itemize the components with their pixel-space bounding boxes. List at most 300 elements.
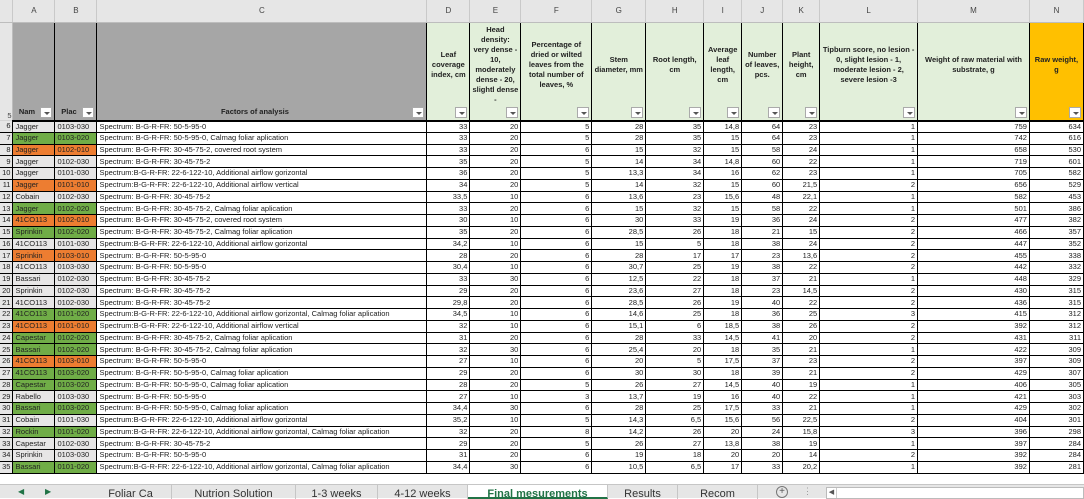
cell-num_leaves[interactable]: 41 (742, 332, 783, 344)
cell-head_density[interactable]: 20 (470, 426, 521, 438)
cell-tipburn[interactable]: 2 (820, 226, 918, 238)
cell-weight_substrate[interactable]: 431 (918, 332, 1030, 344)
cell-head_density[interactable]: 20 (470, 250, 521, 262)
cell-dried_pct[interactable]: 6 (521, 297, 592, 309)
cell-name[interactable]: 41CO113 (13, 215, 55, 227)
cell-plant_height[interactable]: 22 (783, 391, 820, 403)
cell-dried_pct[interactable]: 6 (521, 191, 592, 203)
row-number[interactable]: 35 (0, 461, 13, 473)
cell-tipburn[interactable]: 1 (820, 168, 918, 180)
cell-plant_height[interactable]: 24 (783, 144, 820, 156)
cell-raw_weight[interactable]: 281 (1029, 461, 1083, 473)
cell-name[interactable]: Bassari (13, 344, 55, 356)
cell-factors[interactable]: Spectrum: B-G-R-FR: 30-45-75-2 (97, 285, 427, 297)
column-letter-k[interactable]: K (783, 0, 820, 22)
row-number[interactable]: 22 (0, 309, 13, 321)
cell-root_length[interactable]: 22 (646, 273, 704, 285)
cell-place[interactable]: 0101-020 (55, 426, 97, 438)
cell-tipburn[interactable]: 1 (820, 273, 918, 285)
cell-leaf_coverage[interactable]: 33 (427, 132, 470, 144)
cell-name[interactable]: Sprinkin (13, 450, 55, 462)
cell-tipburn[interactable]: 1 (820, 391, 918, 403)
cell-place[interactable]: 0102-030 (55, 156, 97, 168)
cell-tipburn[interactable]: 2 (820, 285, 918, 297)
cell-tipburn[interactable]: 2 (820, 250, 918, 262)
filter-dropdown-icon[interactable] (1069, 107, 1081, 118)
cell-place[interactable]: 0102-030 (55, 273, 97, 285)
row-number[interactable]: 8 (0, 144, 13, 156)
cell-name[interactable]: Jagger (13, 144, 55, 156)
cell-num_leaves[interactable]: 64 (742, 132, 783, 144)
cell-place[interactable]: 0103-010 (55, 356, 97, 368)
cell-factors[interactable]: Spectrum: B-G-R-FR: 30-45-75-2, Calmag foliar aplication (97, 332, 427, 344)
cell-weight_substrate[interactable]: 429 (918, 403, 1030, 415)
cell-head_density[interactable]: 10 (470, 320, 521, 332)
cell-leaf_coverage[interactable]: 35 (427, 156, 470, 168)
cell-place[interactable]: 0103-020 (55, 379, 97, 391)
cell-weight_substrate[interactable]: 436 (918, 297, 1030, 309)
cell-head_density[interactable]: 30 (470, 344, 521, 356)
cell-tipburn[interactable]: 1 (820, 156, 918, 168)
cell-place[interactable]: 0102-020 (55, 344, 97, 356)
cell-head_density[interactable]: 30 (470, 403, 521, 415)
cell-raw_weight[interactable]: 382 (1029, 215, 1083, 227)
sheet-tab-recom[interactable]: Recom (678, 485, 758, 499)
cell-leaf_coverage[interactable]: 30,4 (427, 262, 470, 274)
cell-raw_weight[interactable]: 616 (1029, 132, 1083, 144)
cell-root_length[interactable]: 25 (646, 309, 704, 321)
cell-tipburn[interactable]: 1 (820, 344, 918, 356)
cell-dried_pct[interactable]: 5 (521, 179, 592, 191)
cell-stem_diameter[interactable]: 13,3 (592, 168, 646, 180)
cell-tipburn[interactable]: 2 (820, 414, 918, 426)
cell-head_density[interactable]: 10 (470, 309, 521, 321)
cell-dried_pct[interactable]: 6 (521, 367, 592, 379)
cell-num_leaves[interactable]: 37 (742, 273, 783, 285)
cell-place[interactable]: 0102-010 (55, 144, 97, 156)
cell-stem_diameter[interactable]: 28,5 (592, 226, 646, 238)
cell-dried_pct[interactable]: 6 (521, 238, 592, 250)
cell-factors[interactable]: Spectrum:B-G-R-FR: 22-6-122-10, Additional airflow gorizontal, Calmag foliar aplication (97, 426, 427, 438)
cell-leaf_coverage[interactable]: 27 (427, 391, 470, 403)
cell-place[interactable]: 0103-020 (55, 367, 97, 379)
cell-plant_height[interactable]: 22,5 (783, 414, 820, 426)
cell-stem_diameter[interactable]: 10,5 (592, 461, 646, 473)
column-letter-b[interactable]: B (55, 0, 97, 22)
cell-num_leaves[interactable]: 58 (742, 144, 783, 156)
cell-leaf_coverage[interactable]: 33,5 (427, 191, 470, 203)
cell-avg_leaf_length[interactable]: 20 (704, 426, 742, 438)
filter-dropdown-icon[interactable] (412, 107, 424, 118)
cell-name[interactable]: 41CO113 (13, 356, 55, 368)
cell-place[interactable]: 0101-010 (55, 320, 97, 332)
cell-plant_height[interactable]: 14,5 (783, 285, 820, 297)
cell-plant_height[interactable]: 15,8 (783, 426, 820, 438)
cell-dried_pct[interactable]: 6 (521, 356, 592, 368)
cell-root_length[interactable]: 32 (646, 179, 704, 191)
cell-factors[interactable]: Spectrum:B-G-R-FR: 22-6-122-10, Additional airflow gorizontal (97, 238, 427, 250)
cell-dried_pct[interactable]: 5 (521, 379, 592, 391)
cell-tipburn[interactable]: 1 (820, 144, 918, 156)
cell-leaf_coverage[interactable]: 30 (427, 215, 470, 227)
cell-plant_height[interactable]: 19 (783, 438, 820, 450)
column-letter-e[interactable]: E (470, 0, 521, 22)
cell-name[interactable]: Cobain (13, 191, 55, 203)
cell-tipburn[interactable]: 1 (820, 132, 918, 144)
cell-weight_substrate[interactable]: 392 (918, 461, 1030, 473)
cell-raw_weight[interactable]: 529 (1029, 179, 1083, 191)
horizontal-scrollbar[interactable] (826, 487, 1084, 499)
cell-stem_diameter[interactable]: 30 (592, 215, 646, 227)
cell-plant_height[interactable]: 21 (783, 403, 820, 415)
cell-name[interactable]: Capestar (13, 438, 55, 450)
cell-leaf_coverage[interactable]: 32 (427, 426, 470, 438)
cell-avg_leaf_length[interactable]: 18 (704, 344, 742, 356)
cell-name[interactable]: Cobain (13, 414, 55, 426)
cell-factors[interactable]: Spectrum: B-G-R-FR: 50-5-95-0 (97, 391, 427, 403)
cell-raw_weight[interactable]: 311 (1029, 332, 1083, 344)
sheet-tab-final-mesurements[interactable]: Final mesurements (468, 485, 608, 499)
cell-weight_substrate[interactable]: 421 (918, 391, 1030, 403)
column-letter-a[interactable]: A (13, 0, 55, 22)
cell-head_density[interactable]: 20 (470, 132, 521, 144)
cell-num_leaves[interactable]: 64 (742, 121, 783, 133)
row-number[interactable]: 7 (0, 132, 13, 144)
cell-root_length[interactable]: 32 (646, 144, 704, 156)
cell-tipburn[interactable]: 2 (820, 320, 918, 332)
cell-factors[interactable]: Spectrum: B-G-R-FR: 50-5-95-0, Calmag foliar aplication (97, 367, 427, 379)
cell-weight_substrate[interactable]: 404 (918, 414, 1030, 426)
cell-raw_weight[interactable]: 352 (1029, 238, 1083, 250)
cell-avg_leaf_length[interactable]: 18 (704, 309, 742, 321)
cell-stem_diameter[interactable]: 13,6 (592, 191, 646, 203)
filter-dropdown-icon[interactable] (82, 107, 94, 118)
cell-stem_diameter[interactable]: 15 (592, 238, 646, 250)
cell-factors[interactable]: Spectrum: B-G-R-FR: 50-5-95-0 (97, 250, 427, 262)
cell-head_density[interactable]: 20 (470, 121, 521, 133)
cell-root_length[interactable]: 5 (646, 238, 704, 250)
cell-weight_substrate[interactable]: 392 (918, 450, 1030, 462)
cell-root_length[interactable]: 5 (646, 356, 704, 368)
cell-stem_diameter[interactable]: 28,5 (592, 297, 646, 309)
cell-avg_leaf_length[interactable]: 18 (704, 238, 742, 250)
cell-name[interactable]: 41CO113 (13, 262, 55, 274)
cell-num_leaves[interactable]: 36 (742, 215, 783, 227)
sheet-tab-foliar-ca[interactable]: Foliar Ca (90, 485, 172, 499)
cell-root_length[interactable]: 18 (646, 450, 704, 462)
cell-leaf_coverage[interactable]: 29 (427, 438, 470, 450)
cell-avg_leaf_length[interactable]: 16 (704, 168, 742, 180)
cell-num_leaves[interactable]: 38 (742, 320, 783, 332)
cell-place[interactable]: 0102-020 (55, 226, 97, 238)
cell-dried_pct[interactable]: 6 (521, 273, 592, 285)
cell-root_length[interactable]: 32 (646, 203, 704, 215)
cell-stem_diameter[interactable]: 28 (592, 121, 646, 133)
cell-dried_pct[interactable]: 5 (521, 438, 592, 450)
cell-raw_weight[interactable]: 582 (1029, 168, 1083, 180)
cell-factors[interactable]: Spectrum: B-G-R-FR: 50-5-95-0 (97, 262, 427, 274)
cell-head_density[interactable]: 20 (470, 450, 521, 462)
cell-factors[interactable]: Spectrum:B-G-R-FR: 22-6-122-10, Additional airflow vertical (97, 179, 427, 191)
cell-weight_substrate[interactable]: 397 (918, 356, 1030, 368)
cell-plant_height[interactable]: 22 (783, 297, 820, 309)
cell-place[interactable]: 0102-030 (55, 285, 97, 297)
cell-stem_diameter[interactable]: 15,1 (592, 320, 646, 332)
cell-head_density[interactable]: 10 (470, 262, 521, 274)
cell-leaf_coverage[interactable]: 33 (427, 203, 470, 215)
cell-raw_weight[interactable]: 332 (1029, 262, 1083, 274)
filter-dropdown-icon[interactable] (903, 107, 915, 118)
cell-plant_height[interactable]: 21,5 (783, 179, 820, 191)
cell-stem_diameter[interactable]: 14,6 (592, 309, 646, 321)
cell-num_leaves[interactable]: 40 (742, 391, 783, 403)
cell-stem_diameter[interactable]: 28 (592, 250, 646, 262)
cell-tipburn[interactable]: 2 (820, 450, 918, 462)
cell-root_length[interactable]: 20 (646, 344, 704, 356)
cell-head_density[interactable]: 20 (470, 156, 521, 168)
cell-tipburn[interactable]: 1 (820, 403, 918, 415)
column-letter-m[interactable]: M (918, 0, 1030, 22)
cell-root_length[interactable]: 35 (646, 132, 704, 144)
cell-factors[interactable]: Spectrum: B-G-R-FR: 30-45-75-2, Calmag foliar aplication (97, 226, 427, 238)
cell-factors[interactable]: Spectrum: B-G-R-FR: 30-45-75-2 (97, 191, 427, 203)
cell-name[interactable]: 41CO113 (13, 309, 55, 321)
cell-name[interactable]: Sprinkin (13, 226, 55, 238)
cell-leaf_coverage[interactable]: 28 (427, 379, 470, 391)
cell-place[interactable]: 0101-020 (55, 461, 97, 473)
cell-root_length[interactable]: 27 (646, 438, 704, 450)
column-letter-n[interactable]: N (1029, 0, 1083, 22)
column-letter-d[interactable]: D (427, 0, 470, 22)
cell-dried_pct[interactable]: 6 (521, 320, 592, 332)
cell-place[interactable]: 0101-030 (55, 238, 97, 250)
cell-raw_weight[interactable]: 338 (1029, 250, 1083, 262)
cell-plant_height[interactable]: 23 (783, 132, 820, 144)
cell-stem_diameter[interactable]: 28 (592, 403, 646, 415)
cell-tipburn[interactable]: 2 (820, 179, 918, 191)
cell-place[interactable]: 0101-030 (55, 414, 97, 426)
cell-dried_pct[interactable]: 6 (521, 450, 592, 462)
cell-num_leaves[interactable]: 40 (742, 379, 783, 391)
cell-name[interactable]: Sprinkin (13, 250, 55, 262)
cell-stem_diameter[interactable]: 26 (592, 379, 646, 391)
cell-tipburn[interactable]: 2 (820, 262, 918, 274)
cell-factors[interactable]: Spectrum: B-G-R-FR: 30-45-75-2, covered root system (97, 144, 427, 156)
cell-tipburn[interactable]: 3 (820, 309, 918, 321)
cell-factors[interactable]: Spectrum:B-G-R-FR: 22-6-122-10, Additional airflow vertical (97, 320, 427, 332)
row-number[interactable]: 29 (0, 391, 13, 403)
cell-stem_diameter[interactable]: 26 (592, 438, 646, 450)
cell-weight_substrate[interactable]: 448 (918, 273, 1030, 285)
cell-dried_pct[interactable]: 6 (521, 144, 592, 156)
cell-tipburn[interactable]: 2 (820, 238, 918, 250)
cell-num_leaves[interactable]: 38 (742, 238, 783, 250)
cell-root_length[interactable]: 6,5 (646, 461, 704, 473)
row-number[interactable]: 32 (0, 426, 13, 438)
cell-factors[interactable]: Spectrum: B-G-R-FR: 30-45-75-2 (97, 273, 427, 285)
cell-name[interactable]: 41CO113 (13, 238, 55, 250)
cell-root_length[interactable]: 30 (646, 367, 704, 379)
cell-avg_leaf_length[interactable]: 13,8 (704, 438, 742, 450)
cell-tipburn[interactable]: 2 (820, 215, 918, 227)
row-number[interactable]: 16 (0, 238, 13, 250)
cell-stem_diameter[interactable]: 30,7 (592, 262, 646, 274)
cell-dried_pct[interactable]: 6 (521, 262, 592, 274)
cell-place[interactable]: 0102-030 (55, 297, 97, 309)
cell-tipburn[interactable]: 1 (820, 121, 918, 133)
cell-factors[interactable]: Spectrum: B-G-R-FR: 50-5-95-0 (97, 121, 427, 133)
cell-plant_height[interactable]: 22 (783, 203, 820, 215)
cell-dried_pct[interactable]: 6 (521, 332, 592, 344)
cell-head_density[interactable]: 20 (470, 379, 521, 391)
cell-head_density[interactable]: 20 (470, 438, 521, 450)
cell-tipburn[interactable]: 2 (820, 297, 918, 309)
cell-head_density[interactable]: 30 (470, 461, 521, 473)
cell-dried_pct[interactable]: 5 (521, 414, 592, 426)
cell-plant_height[interactable]: 23 (783, 121, 820, 133)
cell-place[interactable]: 0103-030 (55, 450, 97, 462)
cell-weight_substrate[interactable]: 658 (918, 144, 1030, 156)
cell-raw_weight[interactable]: 453 (1029, 191, 1083, 203)
cell-raw_weight[interactable]: 329 (1029, 273, 1083, 285)
cell-leaf_coverage[interactable]: 29 (427, 367, 470, 379)
cell-weight_substrate[interactable]: 759 (918, 121, 1030, 133)
cell-name[interactable]: Jagger (13, 203, 55, 215)
row-number[interactable]: 13 (0, 203, 13, 215)
cell-tipburn[interactable]: 2 (820, 332, 918, 344)
cell-plant_height[interactable]: 24 (783, 238, 820, 250)
cell-plant_height[interactable]: 21 (783, 367, 820, 379)
cell-weight_substrate[interactable]: 447 (918, 238, 1030, 250)
cell-stem_diameter[interactable]: 14,2 (592, 426, 646, 438)
cell-dried_pct[interactable]: 6 (521, 344, 592, 356)
row-number[interactable]: 19 (0, 273, 13, 285)
cell-name[interactable]: Jagger (13, 168, 55, 180)
cell-plant_height[interactable]: 22 (783, 156, 820, 168)
cell-name[interactable]: Jagger (13, 121, 55, 133)
row-number[interactable]: 17 (0, 250, 13, 262)
cell-avg_leaf_length[interactable]: 18 (704, 226, 742, 238)
cell-num_leaves[interactable]: 60 (742, 179, 783, 191)
cell-avg_leaf_length[interactable]: 18 (704, 367, 742, 379)
row-number[interactable]: 18 (0, 262, 13, 274)
cell-stem_diameter[interactable]: 28 (592, 132, 646, 144)
cell-dried_pct[interactable]: 6 (521, 250, 592, 262)
cell-root_length[interactable]: 23 (646, 191, 704, 203)
cell-dried_pct[interactable]: 6 (521, 461, 592, 473)
column-letter-j[interactable]: J (742, 0, 783, 22)
cell-raw_weight[interactable]: 309 (1029, 344, 1083, 356)
cell-head_density[interactable]: 10 (470, 414, 521, 426)
cell-tipburn[interactable]: 2 (820, 367, 918, 379)
cell-avg_leaf_length[interactable]: 19 (704, 215, 742, 227)
cell-head_density[interactable]: 20 (470, 203, 521, 215)
cell-avg_leaf_length[interactable]: 17 (704, 250, 742, 262)
cell-avg_leaf_length[interactable]: 17,5 (704, 403, 742, 415)
cell-plant_height[interactable]: 20 (783, 332, 820, 344)
cell-factors[interactable]: Spectrum: B-G-R-FR: 30-45-75-2, covered root system (97, 215, 427, 227)
filter-dropdown-icon[interactable] (577, 107, 589, 118)
row-number[interactable]: 11 (0, 179, 13, 191)
cell-raw_weight[interactable]: 309 (1029, 356, 1083, 368)
cell-place[interactable]: 0103-010 (55, 250, 97, 262)
cell-weight_substrate[interactable]: 582 (918, 191, 1030, 203)
cell-root_length[interactable]: 17 (646, 250, 704, 262)
cell-place[interactable]: 0103-030 (55, 262, 97, 274)
row-number[interactable]: 10 (0, 168, 13, 180)
cell-leaf_coverage[interactable]: 34,5 (427, 309, 470, 321)
cell-name[interactable]: 41CO113 (13, 320, 55, 332)
cell-factors[interactable]: Spectrum: B-G-R-FR: 30-45-75-2, Calmag foliar aplication (97, 344, 427, 356)
cell-name[interactable]: Capestar (13, 332, 55, 344)
cell-num_leaves[interactable]: 48 (742, 191, 783, 203)
cell-plant_height[interactable]: 25 (783, 309, 820, 321)
cell-root_length[interactable]: 26 (646, 226, 704, 238)
cell-plant_height[interactable]: 22 (783, 262, 820, 274)
sheet-tab-nutrion-solution[interactable]: Nutrion Solution (172, 485, 296, 499)
prev-sheet-icon[interactable]: ◀ (18, 487, 25, 496)
cell-factors[interactable]: Spectrum:B-G-R-FR: 22-6-122-10, Additional airflow gorizontal (97, 414, 427, 426)
cell-dried_pct[interactable]: 5 (521, 121, 592, 133)
sheet-tab-1-3-weeks[interactable]: 1-3 weeks (296, 485, 378, 499)
cell-avg_leaf_length[interactable]: 18 (704, 273, 742, 285)
scroll-left-icon[interactable]: ◀ (827, 488, 837, 498)
cell-root_length[interactable]: 6 (646, 320, 704, 332)
cell-tipburn[interactable]: 1 (820, 203, 918, 215)
cell-weight_substrate[interactable]: 422 (918, 344, 1030, 356)
row-number[interactable]: 26 (0, 356, 13, 368)
cell-root_length[interactable]: 26 (646, 426, 704, 438)
cell-leaf_coverage[interactable]: 34,2 (427, 238, 470, 250)
cell-name[interactable]: 41CO113 (13, 297, 55, 309)
cell-place[interactable]: 0101-010 (55, 179, 97, 191)
cell-avg_leaf_length[interactable]: 17 (704, 461, 742, 473)
cell-num_leaves[interactable]: 38 (742, 262, 783, 274)
cell-leaf_coverage[interactable]: 27 (427, 356, 470, 368)
cell-num_leaves[interactable]: 33 (742, 461, 783, 473)
sheet-tab-4-12-weeks[interactable]: 4-12 weeks (378, 485, 468, 499)
cell-head_density[interactable]: 20 (470, 332, 521, 344)
cell-plant_height[interactable]: 15 (783, 226, 820, 238)
cell-leaf_coverage[interactable]: 36 (427, 168, 470, 180)
cell-raw_weight[interactable]: 530 (1029, 144, 1083, 156)
cell-avg_leaf_length[interactable]: 18,5 (704, 320, 742, 332)
filter-dropdown-icon[interactable] (506, 107, 518, 118)
cell-raw_weight[interactable]: 312 (1029, 320, 1083, 332)
cell-leaf_coverage[interactable]: 34 (427, 179, 470, 191)
cell-stem_diameter[interactable]: 14 (592, 156, 646, 168)
cell-name[interactable]: Jagger (13, 156, 55, 168)
cell-name[interactable]: Bassari (13, 461, 55, 473)
column-letter-g[interactable]: G (592, 0, 646, 22)
cell-leaf_coverage[interactable]: 33 (427, 144, 470, 156)
cell-root_length[interactable]: 27 (646, 285, 704, 297)
cell-stem_diameter[interactable]: 19 (592, 450, 646, 462)
cell-root_length[interactable]: 34 (646, 156, 704, 168)
cell-avg_leaf_length[interactable]: 20 (704, 450, 742, 462)
cell-num_leaves[interactable]: 40 (742, 297, 783, 309)
cell-tipburn[interactable]: 3 (820, 426, 918, 438)
cell-place[interactable]: 0103-030 (55, 391, 97, 403)
row-number[interactable]: 27 (0, 367, 13, 379)
cell-tipburn[interactable]: 2 (820, 356, 918, 368)
cell-place[interactable]: 0102-010 (55, 215, 97, 227)
cell-raw_weight[interactable]: 315 (1029, 285, 1083, 297)
cell-avg_leaf_length[interactable]: 15,6 (704, 414, 742, 426)
column-letter-i[interactable]: I (704, 0, 742, 22)
cell-place[interactable]: 0102-030 (55, 438, 97, 450)
filter-dropdown-icon[interactable] (805, 107, 817, 118)
